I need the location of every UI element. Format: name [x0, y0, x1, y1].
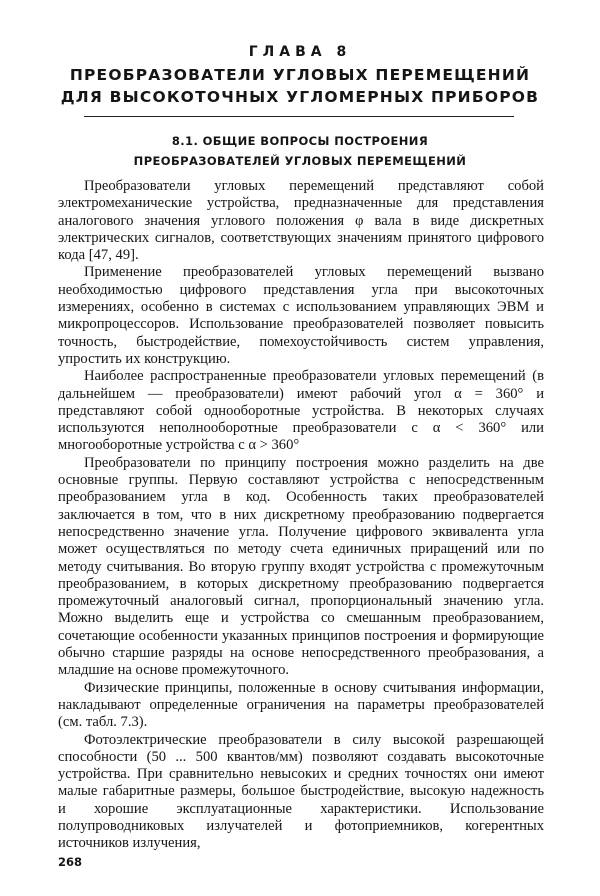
- section-title-line-2: ПРЕОБРАЗОВАТЕЛЕЙ УГЛОВЫХ ПЕРЕМЕЩЕНИЙ: [133, 154, 467, 168]
- section-title-line-1: 8.1. ОБЩИЕ ВОПРОСЫ ПОСТРОЕНИЯ: [171, 134, 429, 148]
- chapter-title-line-1: ПРЕОБРАЗОВАТЕЛИ УГЛОВЫХ ПЕРЕМЕЩЕНИЙ: [69, 66, 531, 84]
- body-text: [58, 178, 544, 853]
- paragraph-4: Преобразователи по принципу построения можно разделить на две основные группы. Первую составляют устройства с непосредственным преобразованием угла в код. Особенность таких преобразователей заключается в том, что в них дискретному преобразованию подвергается непосредственно значение угла. Получение цифрового эквивалента угла может осуществляться по методу счета единичных приращений или по методу считывания. Во вторую группу входят устройства с промежуточным преобразованием, в которых дискретному преобразованию подвергается промежуточный аналоговый сигнал, пропорциональный значению угла. Можно выделить еще и устройства со смешанным преобразованием, сочетающие особенности указанных принципов построения и формирующие обычно старшие разряды на основе непосредственного преобразования, а младшие на основе промежуточного.: [58, 454, 544, 679]
- page-number: 268: [58, 855, 83, 869]
- section-title: [60, 131, 540, 171]
- chapter-title: [60, 64, 540, 108]
- paragraph-2: Применение преобразователей угловых перемещений вызвано необходимостью цифрового представления угла при высокоточных измерениях, особенно в системах с использованием управляющих ЭВМ и микропроцессоров. Использование преобразователей позволяет повысить точность, быстродействие, помехоустойчивость систем управления, упростить их конструкцию.: [58, 264, 544, 367]
- paragraph-5: Физические принципы, положенные в основу считывания информации, накладывают определенные ограничения на параметры преобразователей (см. табл. 7.3).: [58, 679, 544, 731]
- paragraph-3: Наиболее распространенные преобразователи угловых перемещений (в дальнейшем — преобразователи) имеют рабочий угол α = 360° и представляют собой однооборотные устройства. В некоторых случаях используются неполнооборотные преобразователи с α < 360° или многооборотные устройства с α > 360°: [58, 368, 544, 454]
- chapter-divider: [84, 116, 514, 117]
- chapter-title-line-2: ДЛЯ ВЫСОКОТОЧНЫХ УГЛОМЕРНЫХ ПРИБОРОВ: [60, 88, 540, 106]
- paragraph-6: Фотоэлектрические преобразователи в силу высокой разрешающей способности (50 ... 500 квантов/мм) позволяют создавать высокоточные устройства. При сравнительно невысоких и средних точностях они имеют малые габаритные размеры, большое быстродействие, высокую надежность и хорошие эксплуатационные характеристики. Использование полупроводниковых излучателей и фотоприемников, когерентных источников излучения,: [58, 731, 544, 852]
- paragraph-1: Преобразователи угловых перемещений представляют собой электромеханические устройства, предназначенные для представления аналогового значения углового положения φ вала в виде дискретных электрических сигналов, соответствующих значениям принятого цифрового кода [47, 49].: [58, 178, 544, 264]
- chapter-label: ГЛАВА 8: [248, 44, 352, 60]
